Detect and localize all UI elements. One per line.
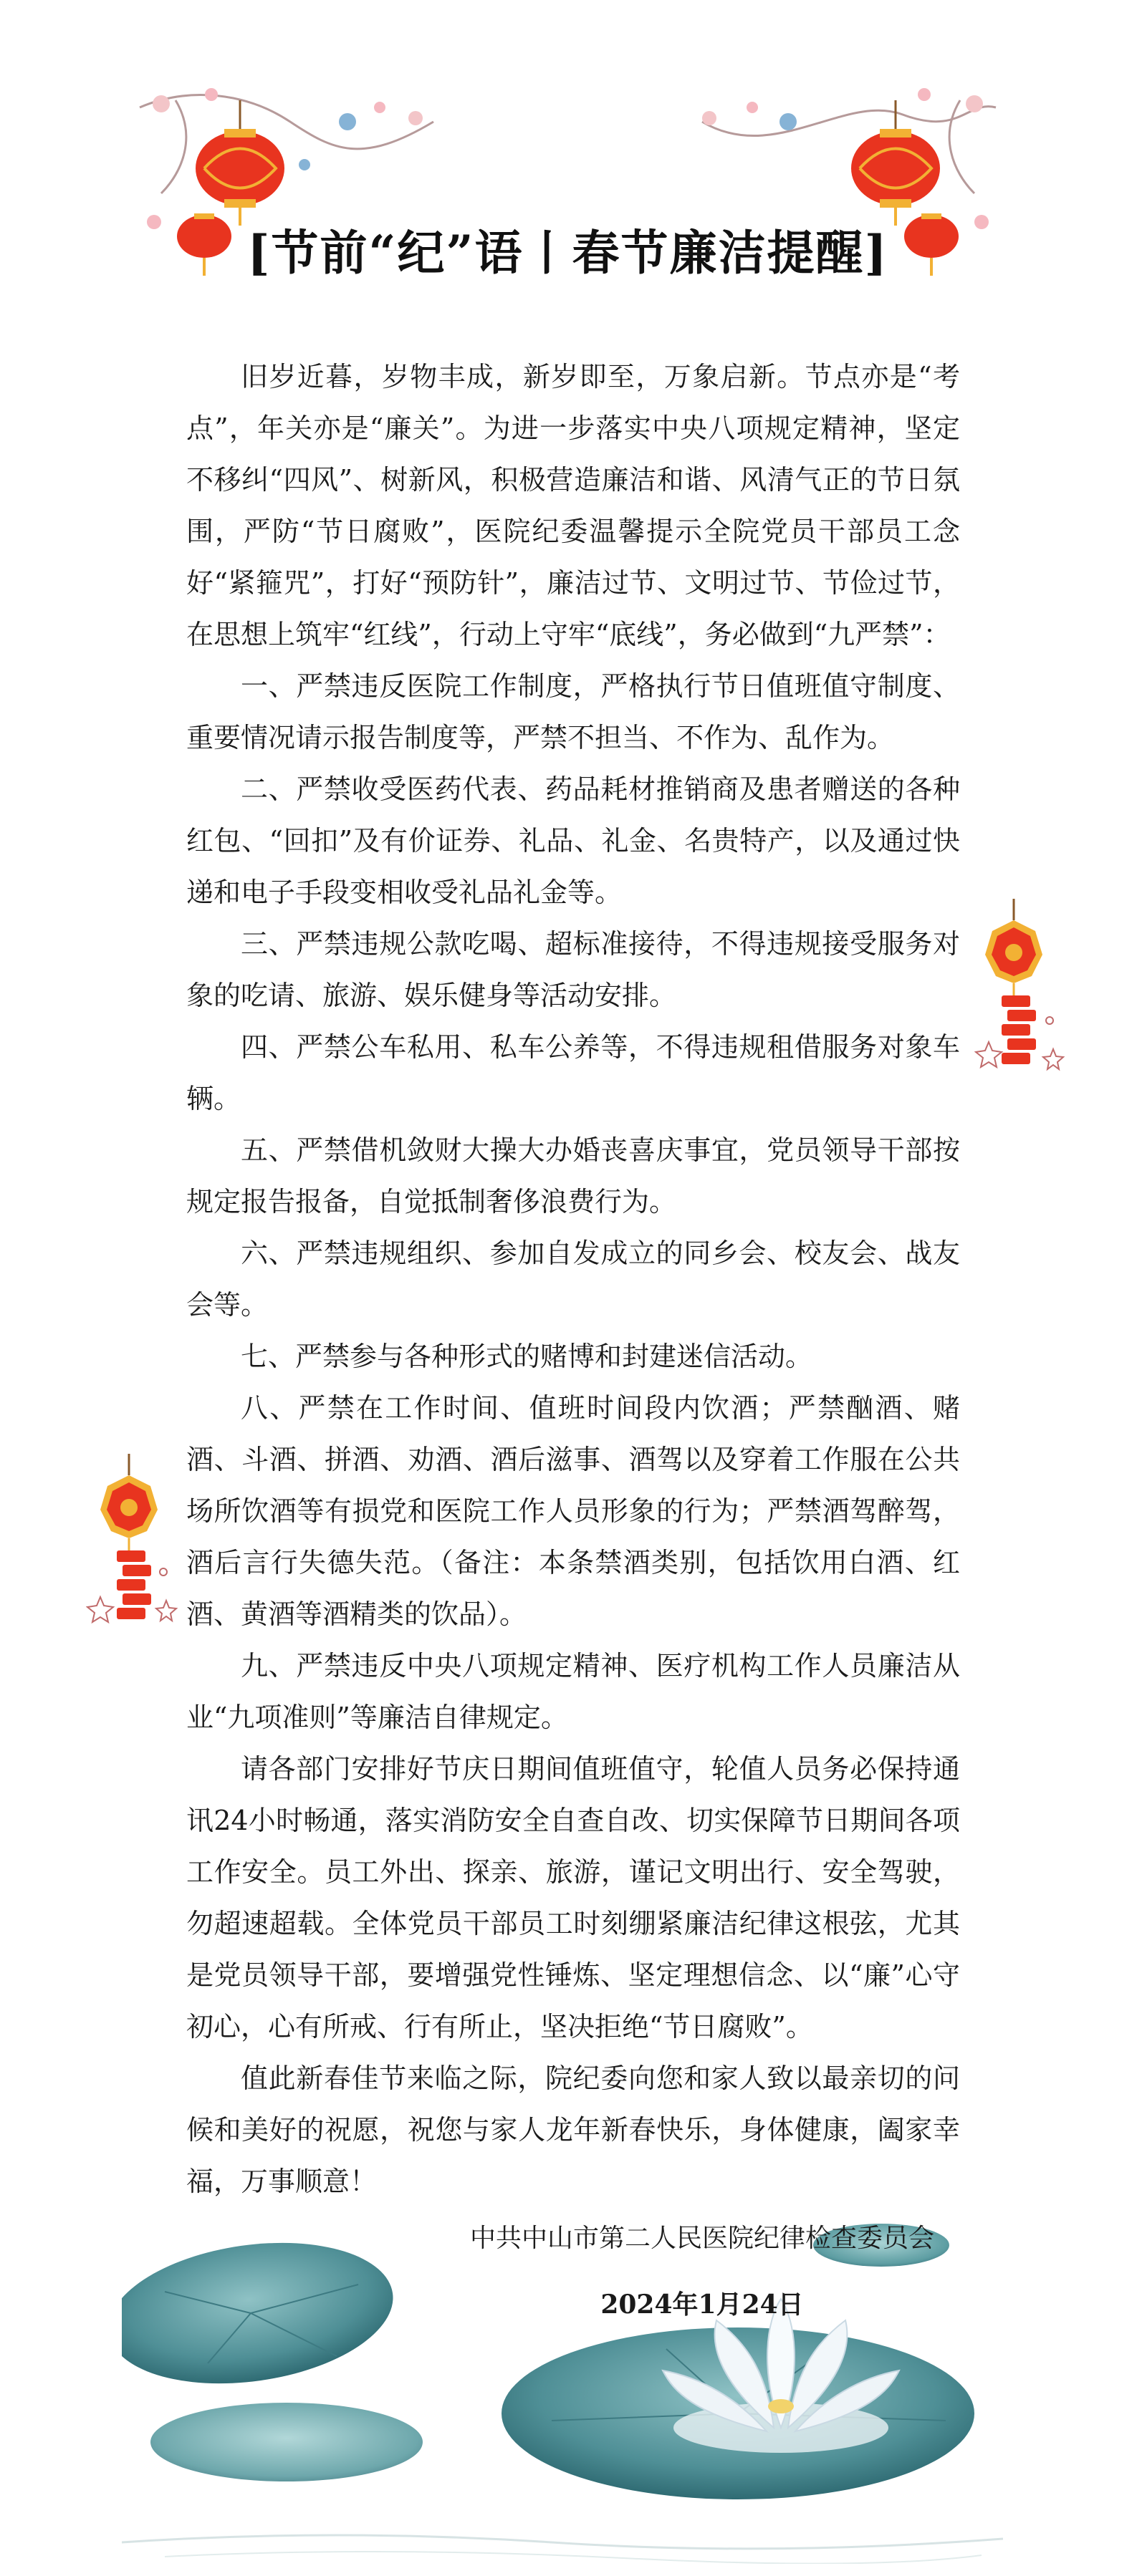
paragraph-rule-1: 一、严禁违反医院工作制度，严格执行节日值班值守制度、重要情况请示报告制度等，严禁不担当、不作为、乱作为。	[186, 670, 960, 753]
firecracker-icon	[86, 1454, 179, 1640]
paragraph-rule-7: 七、严禁参与各种形式的赌博和封建迷信活动。	[241, 1341, 813, 1372]
issuing-organization: 中共中山市第二人民医院纪律检查委员会	[469, 2224, 934, 2253]
firecracker-icon	[974, 899, 1068, 1085]
paragraph-rule-4: 四、严禁公车私用、私车公养等，不得违规租借服务对象车辆。	[186, 1031, 960, 1114]
paragraph-rule-3: 三、严禁违规公款吃喝、超标准接待，不得违规接受服务对象的吃请、旅游、娱乐健身等活动安排。	[186, 928, 960, 1011]
header	[133, 79, 1003, 279]
paragraph-rule-8: 八、严禁在工作时间、值班时间段内饮酒；严禁酗酒、赌酒、斗酒、拼酒、劝酒、酒后滋事、酒驾以及穿着工作服在公共场所饮酒等有损党和医院工作人员形象的行为；严禁酒驾醉驾，酒后言行失德失范。（备注：本条禁酒类别，包括饮用白酒、红酒、黄酒等酒精类的饮品）。	[186, 1392, 960, 1630]
issue-date: 2024年1月24日	[600, 2290, 804, 2320]
paragraph-rule-9: 九、严禁违反中央八项规定精神、医疗机构工作人员廉洁从业“九项准则”等廉洁自律规定。	[186, 1650, 960, 1733]
signature-block	[430, 2206, 974, 2338]
paragraph-rule-5: 五、严禁借机敛财大操大办婚丧喜庆事宜，党员领导干部按规定报告报备，自觉抵制奢侈浪费行为。	[186, 1134, 960, 1217]
paragraph-intro: 旧岁近暮，岁物丰成，新岁即至，万象启新。节点亦是“考点”，年关亦是“廉关”。为进一步落实中央八项规定精神，坚定不移纠“四风”、树新风，积极营造廉洁和谐、风清气正的节日氛围，严防“节日腐败”，医院纪委温馨提示全院党员干部员工念好“紧箍咒”，打好“预防针”，廉洁过节、文明过节、节俭过节，在思想上筑牢“红线”，行动上守牢“底线”，务必做到“九严禁”：	[186, 361, 960, 650]
paragraph-greeting: 值此新春佳节来临之际，院纪委向您和家人致以最亲切的问候和美好的祝愿，祝您与家人龙年新春快乐，身体健康，阖家幸福，万事顺意！	[186, 2063, 960, 2197]
notice-body	[186, 351, 960, 2207]
paragraph-duty: 请各部门安排好节庆日期间值班值守，轮值人员务必保持通讯24小时畅通，落实消防安全自查自改、切实保障节日期间各项工作安全。员工外出、探亲、旅游，谨记文明出行、安全驾驶，勿超速超载。全体党员干部员工时刻绷紧廉洁纪律这根弦，尤其是党员领导干部，要增强党性锤炼、坚定理想信念、以“廉”心守初心，心有所戒、行有所止，坚决拒绝“节日腐败”。	[186, 1753, 960, 2042]
page-title: [节前“纪”语丨春节廉洁提醒]	[247, 225, 888, 281]
paragraph-rule-6: 六、严禁违规组织、参加自发成立的同乡会、校友会、战友会等。	[186, 1238, 960, 1321]
paragraph-rule-2: 二、严禁收受医药代表、药品耗材推销商及患者赠送的各种红包、“回扣”及有价证券、礼品、礼金、名贵特产，以及通过快递和电子手段变相收受礼品礼金等。	[186, 773, 960, 908]
